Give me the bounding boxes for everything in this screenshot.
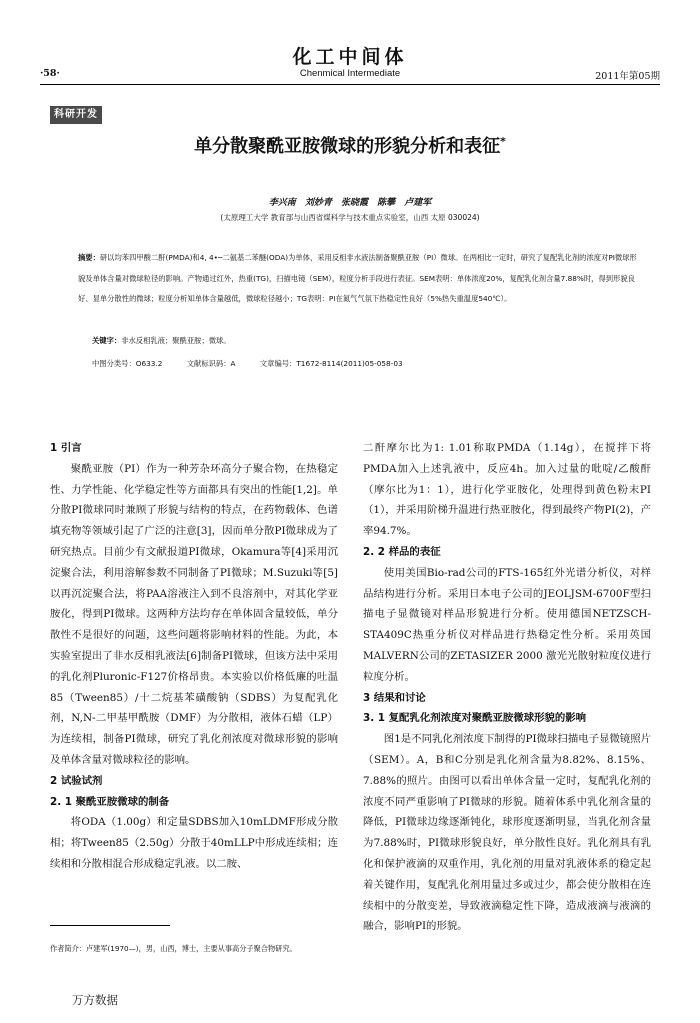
paragraph-emulsifier-effect: 图1是不同乳化剂浓度下制得的PI微球扫描电子显微镜照片（SEM）。A，B和C分别是乳化剂含量为8.82%、8.15%、7.88%的照片。由图可以看出单体含量一定时，复配乳化剂的浓度不同严重影响了PI微球的形貌。随着体系中乳化剂含量的降低，PI微球边缘逐渐钝化，球形度逐渐明显，当乳化剂含量为7.88%时，PI微球形貌良好，单分散性良好。乳化剂具有乳化和保护液滴的双重作用，乳化剂的用量对乳液体系的稳定起着关键作用，复配乳化剂用量过多或过少，都会使分散相在连续相中的分散变差，导致液滴稳定性下降，造成液滴与液滴的融合，影响PI的形貌。 <box>363 733 651 933</box>
section-tag: 科研开发 <box>50 106 102 124</box>
paper-title-text: 单分散聚酰亚胺微球的形貌分析和表征 <box>194 136 501 157</box>
heading-introduction: 1 引言 <box>50 442 82 454</box>
page-number: ·58· <box>40 68 60 79</box>
keywords-text: 非水反相乳液；聚酰亚胺；微球。 <box>121 336 231 345</box>
issue-label: 2011年第05期 <box>595 71 660 82</box>
footnote-divider <box>50 925 170 926</box>
abstract-label: 摘要： <box>78 253 100 262</box>
left-column <box>50 438 338 875</box>
paragraph-characterization: 使用美国Bio-rad公司的FTS-165红外光谱分析仪，对样品结构进行分析。采用日本电子公司的JEOLJSM-6700F型扫描电子显微镜对样品形貌进行分析。使用德国NETZSCH-STA409C热重分析仪对样品进行热稳定性分析。采用英国MALVERN公司的ZETASIZER 2000 激光光散射粒度仪进行粒度分析。 <box>363 566 651 683</box>
paragraph-preparation: 将ODA（1.00g）和定量SDBS加入10mLDMF形成分散相；将Tween85（2.50g）分散于40mLLP中形成连续相；连续相和分散相混合形成稳定乳液。以二胺、 <box>50 816 338 870</box>
author-footnote: 作者简介：卢建军(1970—)，男，山西，博士，主要从事高分子聚合物研究。 <box>50 944 297 953</box>
keywords <box>92 336 632 346</box>
heading-emulsifier-effect: 3. 1 复配乳化剂浓度对聚酰亚胺微球形貌的影响 <box>363 712 587 725</box>
heading-experiment: 2 试验试剂 <box>50 774 103 787</box>
running-header <box>40 68 660 84</box>
journal-title-en: Chenmical Intermediate <box>299 68 401 79</box>
journal-title-cn: 化工中间体 <box>292 46 408 68</box>
paper-title <box>0 132 700 158</box>
article-meta <box>92 359 632 369</box>
paragraph-preparation-continued: 二酐摩尔比为1: 1.01称取PMDA（1.14g），在搅拌下将PMDA加入上述乳液中，反应4h。加入过量的吡啶/乙酸酐（摩尔比为1：1），进行化学亚胺化，处理得到黄色粉末PI（1），并采用阶梯升温进行热亚胺化，得到最终产物PI(2)，产率94.7%。 <box>363 442 651 538</box>
heading-results: 3 结果和讨论 <box>363 691 426 704</box>
header-divider <box>40 84 660 85</box>
article-number: 文章编号：T1672-8114(2011)05-058-03 <box>259 359 403 368</box>
document-code: 文献标识码：A <box>186 359 236 368</box>
abstract <box>78 248 638 310</box>
abstract-text: 研以均苯四甲酸二酐(PMDA)和4, 4•─二氨基二苯醚(ODA)为单体，采用反相非水液法制备聚酰亚胺（PI）微球。在两相比一定时，研究了复配乳化剂的浓度对PI微球形貌及单体含量对微球粒径的影响。产物通过红外，热重(TG)，扫描电镜（SEM），粒度分析手段进行表征。SEM表明：单体浓度20%，复配乳化剂含量7.88%时，得到形貌良好、显单分散性的微球；粒度分析知单体含量越低，微球粒径越小；TG表明：PI在氮气气氛下热稳定性良好（5%热失重温度540℃）。 <box>78 253 637 303</box>
authors: 李兴南 刘妙青 张晓霞 陈攀 卢建军 <box>268 198 432 208</box>
heading-preparation: 2. 1 聚酰亚胺微球的制备 <box>50 795 170 808</box>
heading-characterization: 2. 2 样品的表征 <box>363 545 441 558</box>
affiliation: (太原理工大学 教育部与山西省煤科学与技术重点实验室，山西 太原 030024) <box>220 213 480 222</box>
paragraph-introduction: 聚酰亚胺（PI）作为一种芳杂环高分子聚合物，在热稳定性、力学性能、化学稳定性等方面都具有突出的性能[1,2]。单分散PI微球同时兼顾了形貌与结构的特点，在药物载体、色谱填充物等领域引起了广泛的注意[3]，因而单分散PI微球成为了研究热点。目前少有文献报道PI微球，Okamura等[4]采用沉淀聚合法，利用溶解参数不同制备了PI微球；M.Suzuki等[5]以再沉淀聚合法，将PAA溶液注入到不良溶剂中，对其化学亚胺化，得到PI微球。这两种方法均存在单体固含量较低，单分散性不是很好的问题，这些问题将影响材料的性能。为此，本实验室提出了非水反相乳液法[6]制备PI微球，但该方法中采用的乳化剂Pluronic-F127价格昂贵。本实验以价格低廉的吐温85（Tween85）/十二烷基苯磺酸钠（SDBS）为复配乳化剂，N,N-二甲基甲酰胺（DMF）为分散相，液体石蜡（LP）为连续相，制备PI微球，研究了乳化剂浓度对微球形貌的影响及单体含量对微球粒径的影响。 <box>50 462 338 766</box>
watermark: 万方数据 <box>72 993 118 1007</box>
clc-number: 中图分类号：O633.2 <box>92 359 163 368</box>
right-column <box>363 438 651 937</box>
keywords-label: 关键字： <box>92 336 122 345</box>
title-footnote-mark: * <box>500 135 506 148</box>
